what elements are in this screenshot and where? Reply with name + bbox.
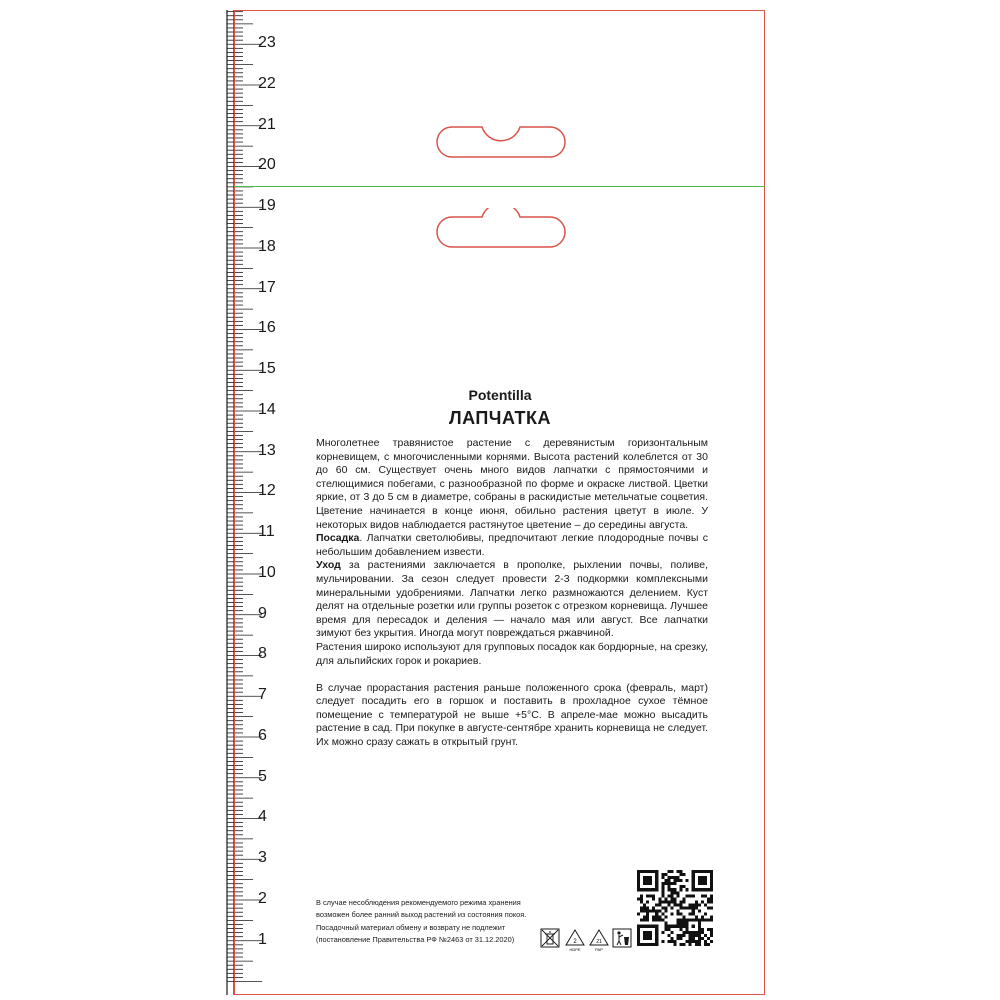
notice-line-1: В случае несоблюдения рекомендуемого режима хранения xyxy=(316,898,521,907)
product-title: ЛАПЧАТКА xyxy=(448,408,552,428)
description-body xyxy=(316,437,708,750)
svg-text:21: 21 xyxy=(596,939,602,945)
recycle-pap-icon xyxy=(590,930,608,952)
ruler-label: 5 xyxy=(258,767,267,785)
ruler-label: 14 xyxy=(258,400,276,418)
planting-paragraph xyxy=(316,532,708,559)
ruler-label: 8 xyxy=(258,645,267,663)
recycling-icons xyxy=(540,926,632,952)
ruler-label: 22 xyxy=(258,74,276,92)
care-label: Уход xyxy=(316,559,341,572)
notice-line-3: Посадочный материал обмену и возврату не подлежит xyxy=(316,922,506,932)
notice-line-2: возможен более ранний выход растений из состояния покоя. xyxy=(316,910,527,920)
hang-slot-upper xyxy=(432,124,570,162)
care-paragraph xyxy=(316,559,708,641)
ruler-label: 18 xyxy=(258,237,276,255)
qr-code xyxy=(637,870,713,946)
storage-notice xyxy=(316,897,556,947)
ruler-label: 17 xyxy=(258,278,276,296)
planting-text: . Лапчатки светолюбивы, предпочитают легкие плодородные почвы с небольшим добавлением извести. xyxy=(316,532,708,558)
ruler-label: 1 xyxy=(258,930,267,948)
notice-line-4: (постановление Правительства РФ №2463 от 31.12.2020) xyxy=(316,935,515,945)
svg-text:HDPE: HDPE xyxy=(569,947,581,952)
ruler-label: 4 xyxy=(258,808,267,826)
ruler-label: 6 xyxy=(258,726,267,744)
svg-text:2: 2 xyxy=(573,939,577,945)
recycle-hdpe-icon xyxy=(566,930,584,952)
ruler-label: 7 xyxy=(258,686,267,703)
latin-name: Potentilla xyxy=(468,387,532,403)
intro-paragraph: Многолетнее травянистое растение с деревянистым горизонтальным корневищем, с многочисленными корнями. Высота растений колеблется от 30 до 60 см. Существует очень много видов лапчатки с прямостоячими и стелющимися побегами, с разнообразной по форме и окраске листвой. Цветки яркие, от 3 до 5 см в диаметре, собраны в раскидистые метельчатые соцветия. Цветение начинается в конце июня, обильно растения цветут в июле. У некоторых видов наблюдается растянутое цветение – до середины августа. xyxy=(316,437,708,531)
ruler-label: 11 xyxy=(258,523,275,540)
ruler-label: 21 xyxy=(258,115,276,133)
ruler-label: 2 xyxy=(258,889,267,907)
ruler-label: 10 xyxy=(258,563,276,581)
ruler-label: 20 xyxy=(258,156,276,174)
fold-line xyxy=(234,186,765,187)
ruler-label: 16 xyxy=(258,319,276,337)
ruler-label: 12 xyxy=(258,482,276,500)
hang-slot-lower xyxy=(432,208,570,248)
ruler-label: 19 xyxy=(258,197,276,214)
planting-label: Посадка xyxy=(316,532,360,545)
sprouting-paragraph: В случае прорастания растения раньше положенного срока (февраль, март) следует посадить его в горшок и поставить в прохладное сухое тёмное помещение с температурой не выше +5°С. В апреле-мае можно высадить растение в сад. При покупке в августе-сентябре хранить корневища не следует. Их можно сразу сажать в открытый грунт. xyxy=(316,681,708,749)
ruler-label: 15 xyxy=(258,360,276,377)
svg-text:PAP: PAP xyxy=(595,947,603,952)
ruler-label: 23 xyxy=(258,34,276,51)
no-trash-icon xyxy=(541,929,559,947)
care-text: за растениями заключается в прополке, рыхлении почвы, поливе, мульчировании. За сезон следует провести 2-3 подкормки комплексными минеральными удобрениями. Лапчатки легко размножаются делением. Куст делят на отдельные розетки или группы розеток с отрезком корневища. Лучшее время для пересадок и деления — начало мая или август. Все лапчатки зимуют без укрытия. Иногда могут повреждаться ржавчиной. xyxy=(316,559,708,640)
tidy-man-icon xyxy=(613,929,631,947)
ruler-label: 9 xyxy=(258,604,267,622)
ruler-label: 13 xyxy=(258,441,276,459)
usage-paragraph: Растения широко используют для групповых посадок как бордюрные, на срезку, для альпийских горок и рокариев. xyxy=(316,640,708,667)
ruler-label: 3 xyxy=(258,849,267,866)
